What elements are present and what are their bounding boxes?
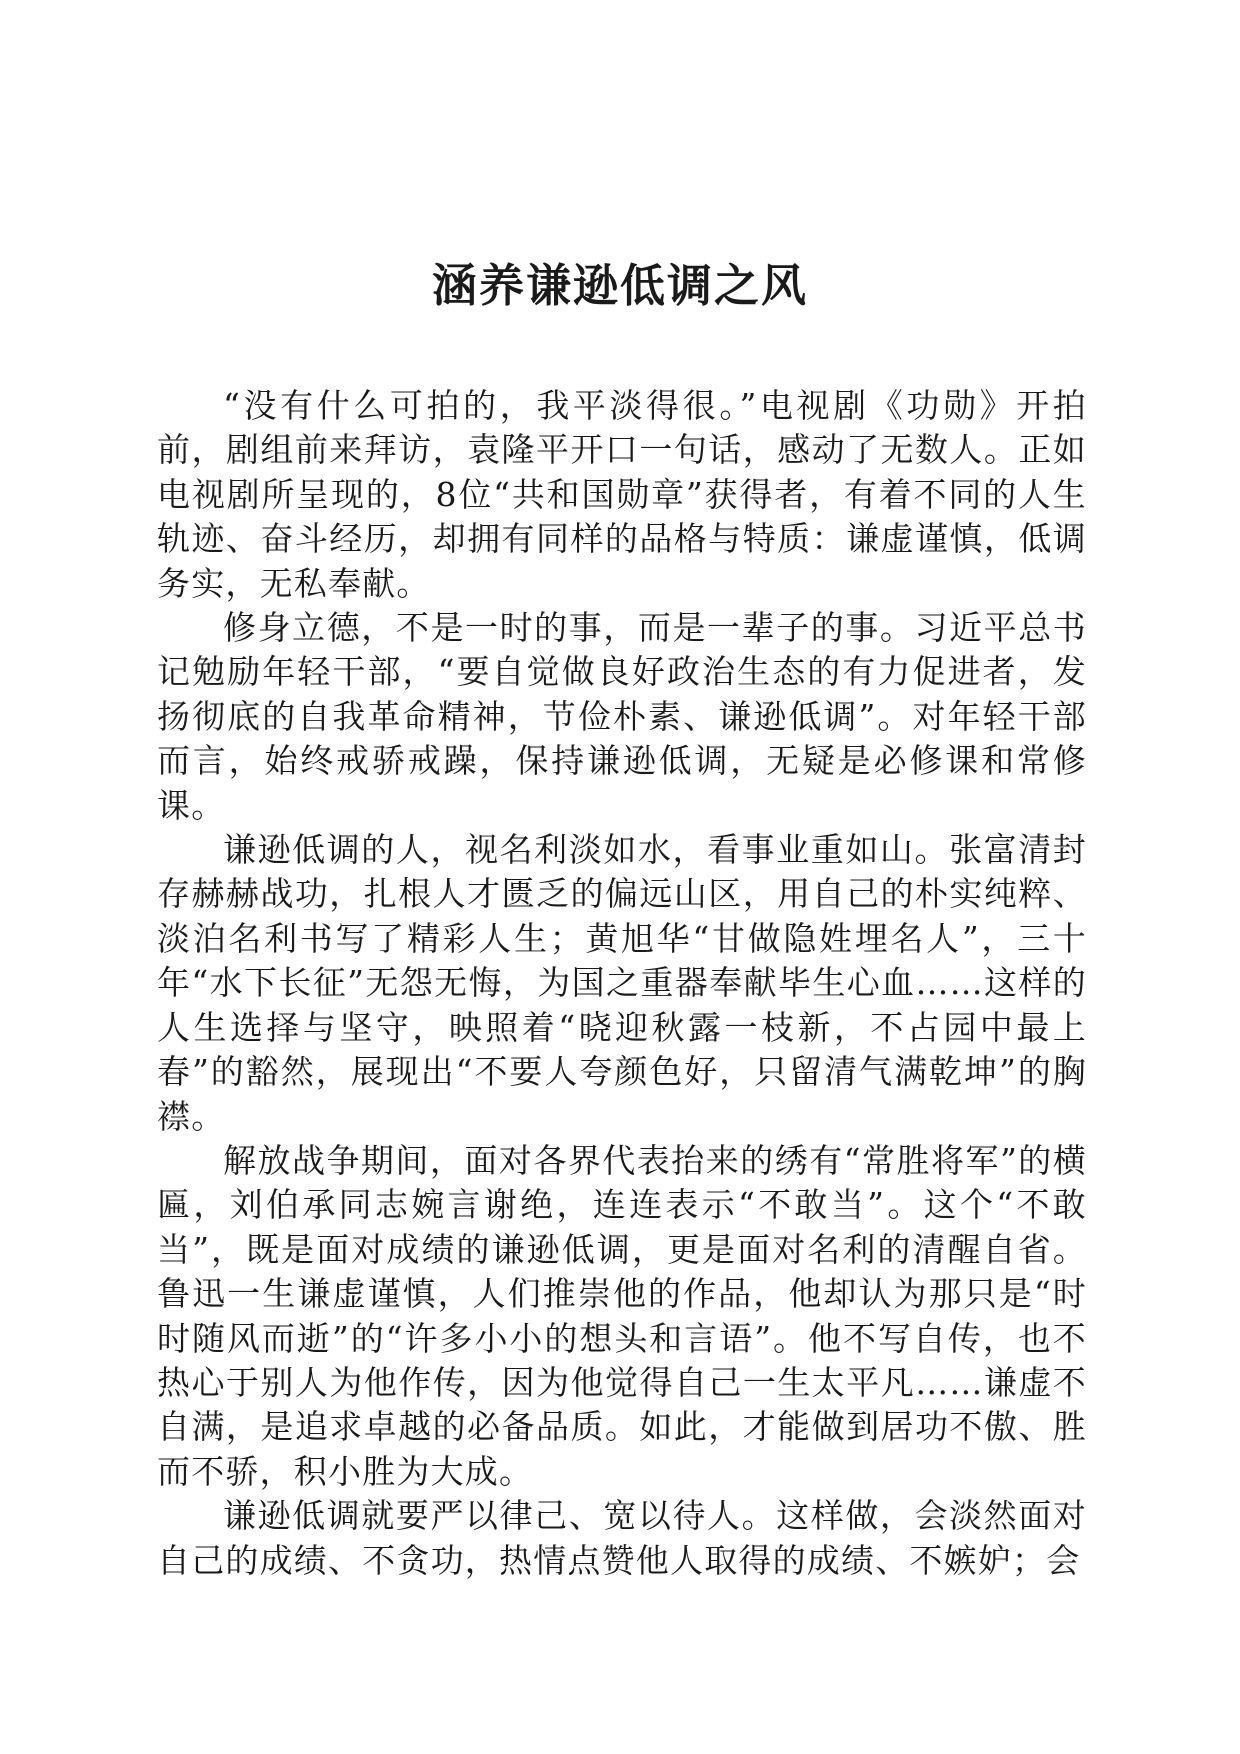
paragraph: 修身立德，不是一时的事，而是一辈子的事。习近平总书记勉励年轻干部，“要自觉做良好政治生态的有力促进者，发扬彻底的自我革命精神，节俭朴素、谦逊低调”。对年轻干部而言，始终戒骄戒躁，保持谦逊低调，无疑是必修课和常修课。 [157, 608, 1087, 825]
article-body [157, 384, 1087, 1583]
paragraph: 解放战争期间，面对各界代表抬来的绣有“常胜将军”的横匾，刘伯承同志婉言谢绝，连连表示“不敢当”。这个“不敢当”，既是面对成绩的谦逊低调，更是面对名利的清醒自省。鲁迅一生谦虚谨慎，人们推崇他的作品，他却认为那只是“时时随风而逝”的“许多小小的想头和言语”。他不写自传，也不热心于别人为他作传，因为他觉得自己一生太平凡……谦虚不自满，是追求卓越的必备品质。如此，才能做到居功不傲、胜而不骄，积小胜为大成。 [157, 1140, 1087, 1491]
paragraph: 谦逊低调就要严以律己、宽以待人。这样做，会淡然面对自己的成绩、不贪功，热情点赞他人取得的成绩、不嫉妒；会 [157, 1496, 1087, 1580]
paragraph: “没有什么可拍的，我平淡得很。”电视剧《功勋》开拍前，剧组前来拜访，袁隆平开口一句话，感动了无数人。正如电视剧所呈现的，8位“共和国勋章”获得者，有着不同的人生轨迹、奋斗经历，却拥有同样的品格与特质：谦虚谨慎，低调务实，无私奉献。 [157, 386, 1087, 603]
article-title: 涵养谦逊低调之风 [431, 259, 808, 312]
paragraph: 谦逊低调的人，视名利淡如水，看事业重如山。张富清封存赫赫战功，扎根人才匮乏的偏远山区，用自己的朴实纯粹、淡泊名利书写了精彩人生；黄旭华“甘做隐姓埋名人”，三十年“水下长征”无怨无悔，为国之重器奉献毕生心血……这样的人生选择与坚守，映照着“晓迎秋露一枝新，不占园中最上春”的豁然，展现出“不要人夸颜色好，只留清气满乾坤”的胸襟。 [157, 830, 1087, 1136]
